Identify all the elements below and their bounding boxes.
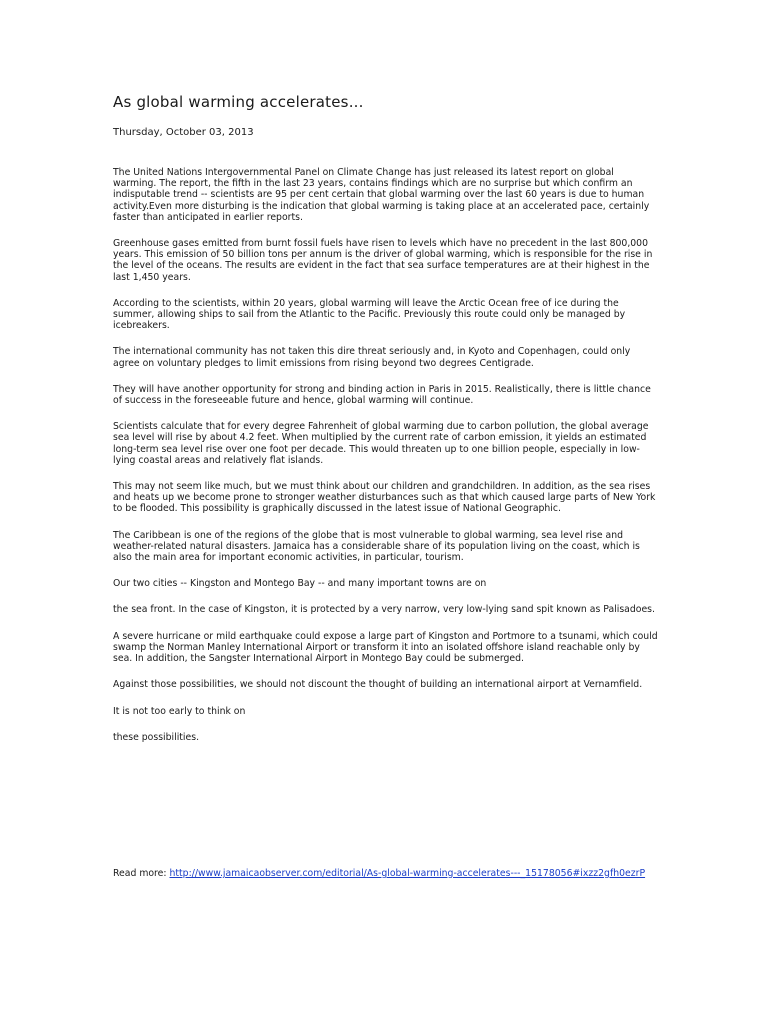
article [113,92,658,879]
paragraph: According to the scientists, within 20 years, global warming will leave the Arctic Ocean free of ice during the summer, allowing ships to sail from the Atlantic to the Pacific. Previously this route could only be managed by icebreakers. [113,297,626,332]
paragraph: Greenhouse gases emitted from burnt fossil fuels have risen to levels which have no precedent in the last 800,000 years. This emission of 50 billion tons per annum is the driver of global warming, which is responsible for the rise in the level of the oceans. The results are evident in the fact that sea surface temperatures are at their highest in the last 1,450 years. [113,238,653,283]
paragraph: The Caribbean is one of the regions of the globe that is most vulnerable to global warming, sea level rise and weather-related natural disasters. Jamaica has a considerable share of its population living on the coast, which is also the main area for important economic activities, in particular, tourism. [113,529,640,564]
paragraph: A severe hurricane or mild earthquake could expose a large part of Kingston and Portmore to a tsunami, which could swamp the Norman Manley International Airport or transform it into an isolated offshore island reachable only by sea. In addition, the Sangster International Airport in Montego Bay could be submerged. [113,630,658,665]
paragraph: They will have another opportunity for strong and binding action in Paris in 2015. Realistically, there is little chance of success in the foreseeable future and hence, global warming will continue. [113,383,651,407]
article-date: Thursday, October 03, 2013 [113,127,254,138]
paragraph: the sea front. In the case of Kingston, it is protected by a very narrow, very low-lying sand spit known as Palisadoes. [113,604,655,616]
paragraph: these possibilities. [113,731,200,743]
read-more-label: Read more: [113,868,170,879]
read-more-link[interactable]: http://www.jamaicaobserver.com/editorial/As-global-warming-accelerates---_15178056#ixzz2gfh0ezrP [169,868,646,879]
read-more [113,868,658,879]
paragraph: Scientists calculate that for every degree Fahrenheit of global warming due to carbon pollution, the global average sea level will rise by about 4.2 feet. When multiplied by the current rate of carbon emission, it yields an estimated long-term sea level rise over one foot per decade. This would threaten up to one billion people, especially in low-lying coastal areas and relatively flat islands. [113,421,649,466]
paragraph: The international community has not taken this dire threat seriously and, in Kyoto and Copenhagen, could only agree on voluntary pledges to limit emissions from rising beyond two degrees Centigrade. [113,346,631,369]
paragraph: Against those possibilities, we should not discount the thought of building an international airport at Vernamfield. [113,679,643,691]
paragraph: This may not seem like much, but we must think about our children and grandchildren. In addition, as the sea rises and heats up we become prone to stronger weather disturbances such as that which caused large parts of New York to be flooded. This possibility is graphically discussed in the latest issue of National Geographic. [113,481,656,515]
paragraph: Our two cities -- Kingston and Montego Bay -- and many important towns are on [113,578,487,590]
paragraph: It is not too early to think on [113,705,246,717]
paragraph: The United Nations Intergovernmental Panel on Climate Change has just released its latest report on global warming. The report, the fifth in the last 23 years, contains findings which are no surprise but which confirm an indisputable trend -- scientists are 95 per cent certain that global warming over the last 60 years is due to human activity.Even more disturbing is the indication that global warming is taking place at an accelerated pace, certainly faster than anticipated in earlier reports. [113,167,650,223]
article-title: As global warming accelerates... [113,93,364,111]
